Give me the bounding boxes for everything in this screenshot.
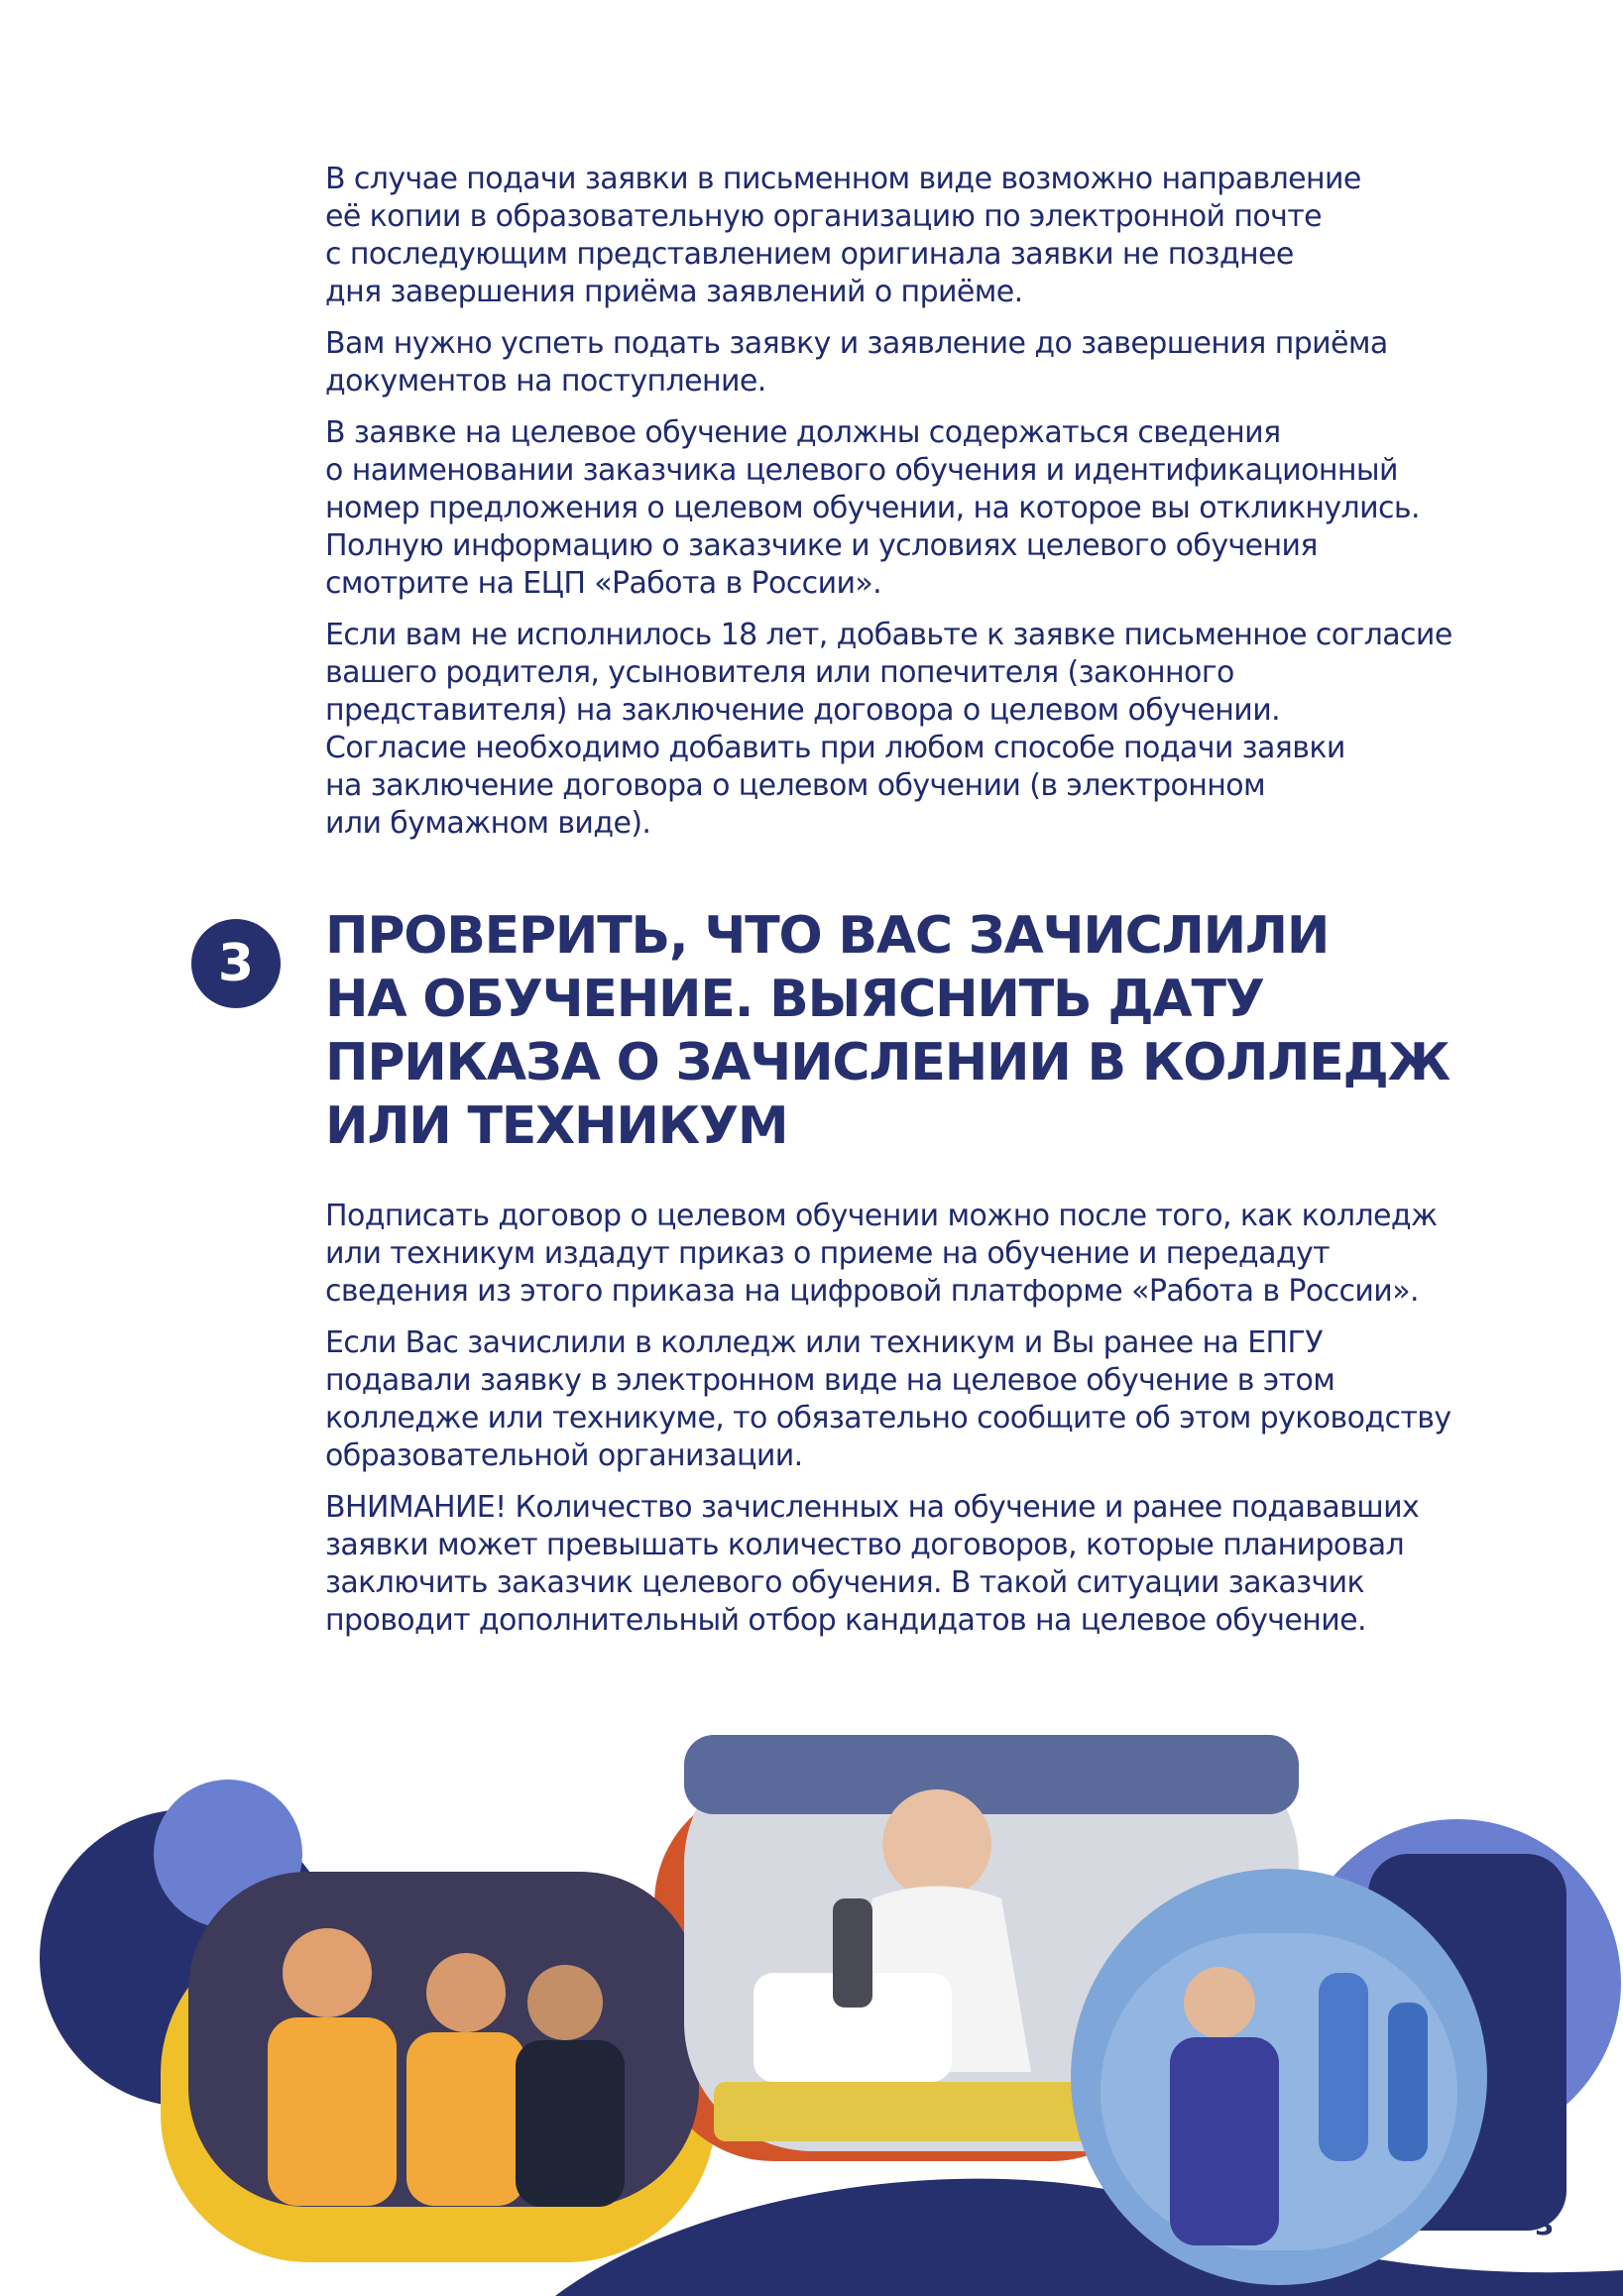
paragraph-deadline: Вам нужно успеть подать заявку и заявление до завершения приёма документов на поступление.	[325, 326, 1388, 399]
paragraph-epgu-notice: Если Вас зачислили в колледж или техникум и Вы ранее на ЕПГУ подавали заявку в электронном виде на целевое обучение в этом колледже или техникуме, то обязательно сообщите об этом руководству образовательной организации.	[325, 1325, 1451, 1473]
paragraph-attention: ВНИМАНИЕ! Количество зачисленных на обучение и ранее подававших заявки может превышать количество договоров, которые планировал заключить заказчик целевого обучения. В такой ситуации заказчик проводит дополнительный отбор кандидатов на целевое обучение.	[325, 1490, 1420, 1638]
step-number-badge: 3	[191, 919, 281, 1008]
paragraph-contract-signing: Подписать договор о целевом обучении можно после того, как колледж или техникум издадут приказ о приеме на обучение и передадут сведения из этого приказа на цифровой платформе «Работа в России».	[325, 1199, 1438, 1309]
paragraph-parental-consent: Если вам не исполнилось 18 лет, добавьте к заявке письменное согласие вашего родителя, усыновителя или попечителя (законного представителя) на заключение договора о целевом обучении. Согласие необходимо добавить при любом способе подачи заявки на заключение договора о целевом обучении (в электронном или бумажном виде).	[325, 618, 1452, 841]
section-heading: ПРОВЕРИТЬ, ЧТО ВАС ЗАЧИСЛИЛИ НА ОБУЧЕНИЕ. ВЫЯСНИТЬ ДАТУ ПРИКАЗА О ЗАЧИСЛЕНИИ В КОЛЛЕДЖ ИЛИ ТЕХНИКУМ	[325, 906, 1450, 1156]
paragraph-application-content: В заявке на целевое обучение должны содержаться сведения о наименовании заказчика целевого обучения и идентификационный номер предложения о целевом обучении, на которое вы откликнулись. Полную информацию о заказчике и условиях целевого обучения смотрите на ЕЦП «Работа в России».	[325, 415, 1420, 601]
paragraph-written-application: В случае подачи заявки в письменном виде возможно направление её копии в образовательную организацию по электронной почте с последующим представлением оригинала заявки не позднее дня завершения приёма заявлений о приёме.	[325, 162, 1361, 309]
photo-collage	[0, 1675, 1623, 2296]
page-number: 3	[1535, 2209, 1555, 2241]
